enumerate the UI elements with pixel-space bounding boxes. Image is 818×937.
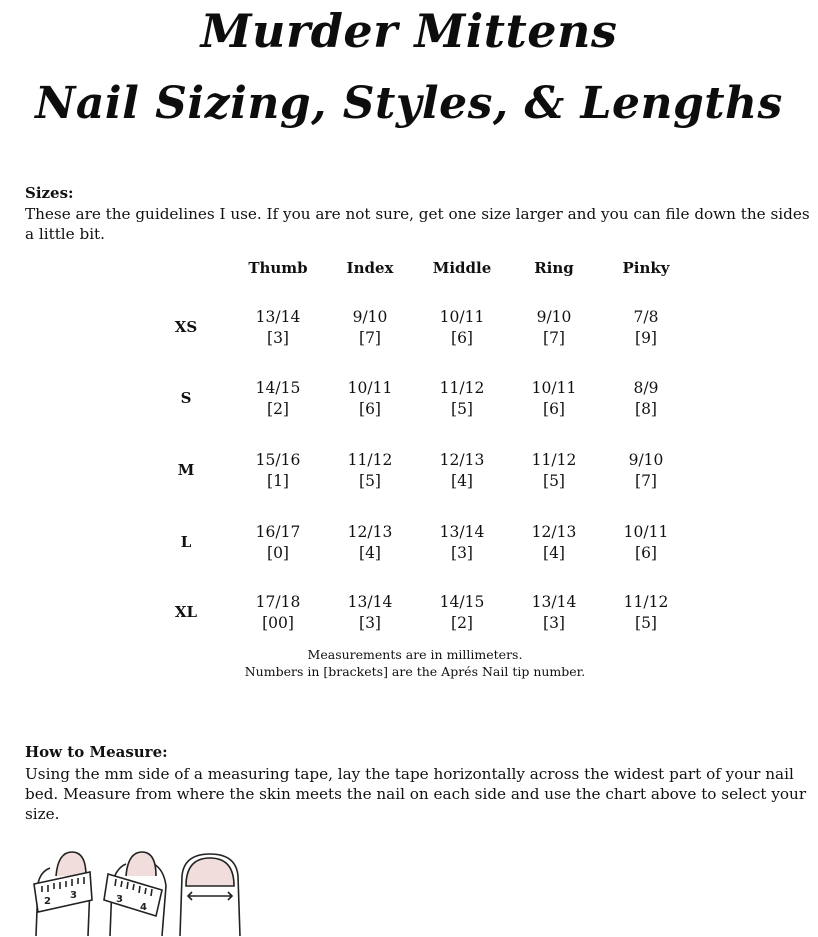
size-mm-value: 10/11 <box>531 379 577 397</box>
finger-measure-2 <box>104 852 166 936</box>
brackets-note: Numbers in [brackets] are the Aprés Nail tip number. <box>244 664 586 679</box>
size-mm-value: 9/10 <box>536 308 572 326</box>
size-cell <box>596 592 696 634</box>
size-mm-value: 14/15 <box>439 593 485 611</box>
size-mm-value: 13/14 <box>347 593 393 611</box>
size-cell <box>504 592 604 634</box>
size-mm-value: 11/12 <box>347 451 393 469</box>
size-label-m: M <box>177 461 195 479</box>
tip-number: [3] <box>359 614 381 632</box>
size-mm-value: 12/13 <box>531 523 577 541</box>
size-cell <box>596 522 696 564</box>
column-header-thumb: Thumb <box>248 259 308 277</box>
measure-heading: How to Measure: <box>25 743 168 761</box>
tip-number: [1] <box>267 472 289 490</box>
column-header-pinky: Pinky <box>622 259 670 277</box>
size-mm-value: 11/12 <box>439 379 485 397</box>
size-mm-value: 17/18 <box>255 593 301 611</box>
size-mm-value: 9/10 <box>352 308 388 326</box>
size-mm-value: 13/14 <box>439 523 485 541</box>
tip-number: [00] <box>262 614 294 632</box>
size-cell <box>228 522 328 564</box>
tip-number: [7] <box>359 329 381 347</box>
size-mm-value: 11/12 <box>531 451 577 469</box>
size-cell <box>228 450 328 492</box>
tip-number: [7] <box>635 472 657 490</box>
tip-number: [4] <box>451 472 473 490</box>
finger-measuring-tape-icon <box>28 846 248 936</box>
size-cell <box>228 378 328 420</box>
tip-number: [6] <box>635 544 657 562</box>
tip-number: [0] <box>267 544 289 562</box>
tip-number: [6] <box>451 329 473 347</box>
svg-text:3: 3 <box>70 890 77 901</box>
size-mm-value: 14/15 <box>255 379 301 397</box>
size-cell <box>504 378 604 420</box>
svg-text:4: 4 <box>140 902 147 913</box>
tip-number: [5] <box>543 472 565 490</box>
size-mm-value: 15/16 <box>255 451 301 469</box>
size-label-xl: XL <box>174 603 198 621</box>
sizes-description: These are the guidelines I use. If you are not sure, get one size larger and you can file down the sides a little bit. <box>25 205 810 243</box>
units-note: Measurements are in millimeters. <box>307 647 523 662</box>
column-header-ring: Ring <box>534 259 574 277</box>
page-subtitle: Nail Sizing, Styles, & Lengths <box>35 78 783 129</box>
tip-number: [6] <box>543 400 565 418</box>
size-cell <box>320 450 420 492</box>
size-cell <box>596 307 696 349</box>
size-mm-value: 8/9 <box>633 379 659 397</box>
size-cell <box>228 307 328 349</box>
tip-number: [4] <box>359 544 381 562</box>
tip-number: [3] <box>543 614 565 632</box>
tip-number: [9] <box>635 329 657 347</box>
sizes-heading: Sizes: <box>25 184 74 202</box>
size-cell <box>596 450 696 492</box>
size-cell <box>320 522 420 564</box>
size-mm-value: 12/13 <box>439 451 485 469</box>
size-cell <box>412 378 512 420</box>
size-mm-value: 9/10 <box>628 451 664 469</box>
finger-measure-3 <box>180 854 240 936</box>
finger-measure-1 <box>34 852 92 936</box>
size-mm-value: 10/11 <box>347 379 393 397</box>
size-cell <box>228 592 328 634</box>
size-mm-value: 10/11 <box>623 523 669 541</box>
size-cell <box>320 378 420 420</box>
tip-number: [5] <box>451 400 473 418</box>
tip-number: [2] <box>267 400 289 418</box>
tip-number: [5] <box>359 472 381 490</box>
size-mm-value: 13/14 <box>531 593 577 611</box>
size-mm-value: 16/17 <box>255 523 301 541</box>
size-cell <box>320 307 420 349</box>
size-cell <box>412 592 512 634</box>
size-mm-value: 13/14 <box>255 308 301 326</box>
size-cell <box>412 522 512 564</box>
column-header-index: Index <box>346 259 394 277</box>
size-mm-value: 12/13 <box>347 523 393 541</box>
tip-number: [3] <box>267 329 289 347</box>
svg-text:3: 3 <box>116 894 123 905</box>
tip-number: [5] <box>635 614 657 632</box>
page-title: Murder Mittens <box>200 4 618 58</box>
size-cell <box>504 307 604 349</box>
column-header-middle: Middle <box>432 259 492 277</box>
size-cell <box>504 522 604 564</box>
size-label-l: L <box>180 533 192 551</box>
size-mm-value: 11/12 <box>623 593 669 611</box>
tip-number: [8] <box>635 400 657 418</box>
size-label-xs: XS <box>174 318 198 336</box>
tip-number: [7] <box>543 329 565 347</box>
tip-number: [2] <box>451 614 473 632</box>
size-cell <box>412 450 512 492</box>
size-mm-value: 10/11 <box>439 308 485 326</box>
tip-number: [4] <box>543 544 565 562</box>
size-cell <box>504 450 604 492</box>
size-mm-value: 7/8 <box>633 308 659 326</box>
measure-description: Using the mm side of a measuring tape, lay the tape horizontally across the widest part of your nail bed. Measure from where the skin meets the nail on each side and use the chart above to select your size. <box>25 765 807 823</box>
size-cell <box>596 378 696 420</box>
tip-number: [3] <box>451 544 473 562</box>
size-cell <box>320 592 420 634</box>
svg-text:2: 2 <box>44 896 51 907</box>
tip-number: [6] <box>359 400 381 418</box>
size-label-s: S <box>180 389 192 407</box>
size-cell <box>412 307 512 349</box>
